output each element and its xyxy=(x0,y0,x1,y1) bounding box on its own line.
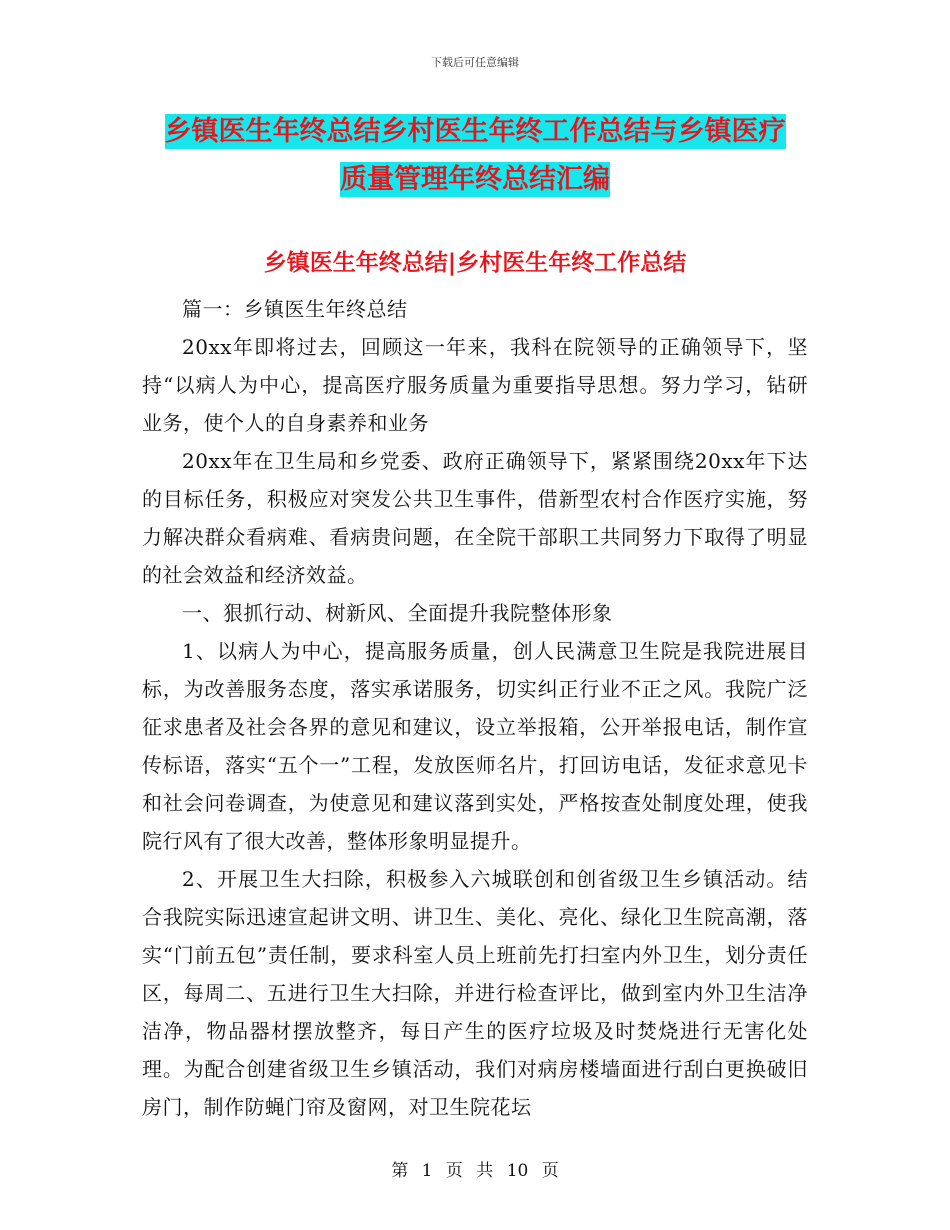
title-line-1: 乡镇医生年终总结乡村医生年终工作总结与乡镇医疗 xyxy=(164,116,786,147)
footer-label: 第 xyxy=(391,1161,409,1181)
page-total: 10 xyxy=(506,1161,529,1181)
document-body xyxy=(142,290,808,1126)
title-line-2: 质量管理年终总结汇编 xyxy=(340,164,610,195)
header-note: 下载后可任意编辑 xyxy=(431,56,519,69)
section-subtitle: 乡镇医生年终总结|乡村医生年终工作总结 xyxy=(263,250,687,276)
page-number: 1 xyxy=(421,1161,433,1181)
footer-label: 页 xyxy=(541,1161,559,1181)
paragraph: 20xx年在卫生局和乡党委、政府正确领导下，紧紧围绕20xx年下达的目标任务，积极应对突发公共卫生事件，借新型农村合作医疗实施，努力解决群众看病难、看病贵问题，在全院干部职工共同努力下取得了明显的社会效益和经济效益。 xyxy=(142,449,808,587)
page-footer xyxy=(0,1156,950,1181)
footer-label: 共 xyxy=(476,1161,494,1181)
paragraph: 1、以病人为中心，提高服务质量，创人民满意卫生院是我院进展目标，为改善服务态度，落实承诺服务，切实纠正行业不正之风。我院广泛征求患者及社会各界的意见和建议，设立举报箱，公开举报电话，制作宣传标语，落实“五个一”工程，发放医师名片，打回访电话，发征求意见卡和社会问卷调查，为使意见和建议落到实处，严格按查处制度处理，使我院行风有了很大改善，整体形象明显提升。 xyxy=(142,639,808,853)
paragraph: 篇一：乡镇医生年终总结 xyxy=(182,297,408,321)
footer-label: 页 xyxy=(445,1161,463,1181)
paragraph: 20xx年即将过去，回顾这一年来，我科在院领导的正确领导下，坚持“以病人为中心，提高医疗服务质量为重要指导思想。努力学习，钻研业务，使个人的自身素养和业务 xyxy=(142,335,808,435)
paragraph: 2、开展卫生大扫除，积极参入六城联创和创省级卫生乡镇活动。结合我院实际迅速宣起讲文明、讲卫生、美化、亮化、绿化卫生院高潮，落实“门前五包”责任制，要求科室人员上班前先打扫室内外卫生，划分责任区，每周二、五进行卫生大扫除，并进行检查评比，做到室内外卫生洁净洁净，物品器材摆放整齐，每日产生的医疗垃圾及时焚烧进行无害化处理。为配合创建省级卫生乡镇活动，我们对病房楼墙面进行刮白更换破旧房门，制作防蝇门帘及窗网，对卫生院花坛 xyxy=(142,867,808,1119)
paragraph: 一、狠抓行动、树新风、全面提升我院整体形象 xyxy=(182,601,613,625)
document-title xyxy=(140,108,810,204)
